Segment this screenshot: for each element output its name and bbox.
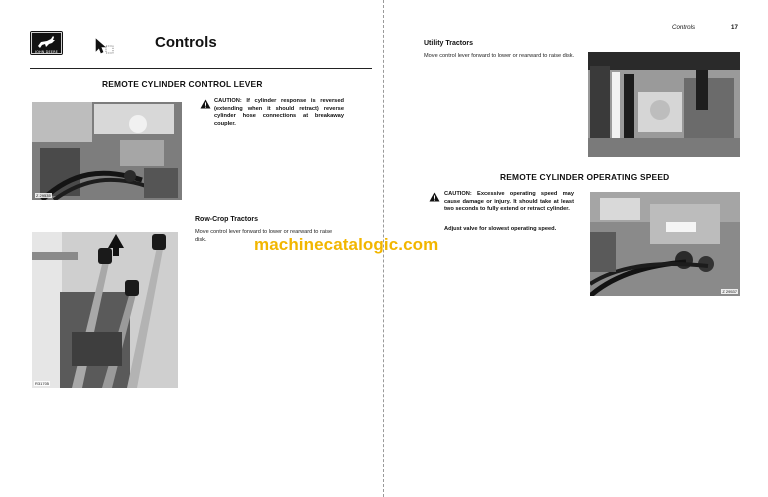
section-heading-operating-speed: REMOTE CYLINDER OPERATING SPEED bbox=[500, 172, 670, 182]
running-head: Controls bbox=[672, 24, 696, 31]
caution-cylinder-response: CAUTION: If cylinder response is reversed (extending when it should retract) reverse cylinder hose connections at breakaway coupler. bbox=[214, 98, 344, 127]
photo-code-2: R31705 bbox=[35, 381, 50, 386]
mouse-cursor-icon bbox=[95, 38, 115, 56]
photo-valve-adjustment bbox=[590, 192, 740, 296]
john-deere-logo bbox=[30, 31, 63, 55]
adjust-valve-instruction: Adjust valve for slowest operating speed. bbox=[444, 226, 557, 232]
row-crop-instructions: Move control lever forward to lower or rearward to raise disk. bbox=[195, 229, 333, 243]
photo-code-1: Z 29535 bbox=[36, 193, 51, 198]
subheading-utility: Utility Tractors bbox=[424, 40, 474, 47]
warning-triangle-icon bbox=[429, 192, 440, 202]
page-title: Controls bbox=[155, 34, 217, 51]
caution-operating-speed: CAUTION: Excessive operating speed may cause damage or injury. It should take at least two seconds to fully extend or retract cylinder. bbox=[444, 191, 574, 213]
page-number: 17 bbox=[731, 24, 738, 31]
photo-remote-cylinder-lever bbox=[32, 102, 182, 200]
title-rule bbox=[30, 68, 372, 69]
watermark: machinecatalogic.com bbox=[254, 235, 439, 254]
utility-instructions: Move control lever forward to lower or rearward to raise disk. bbox=[424, 53, 575, 59]
photo-row-crop-levers bbox=[32, 232, 178, 388]
subheading-row-crop: Row-Crop Tractors bbox=[195, 216, 259, 223]
photo-utility-lever bbox=[588, 52, 740, 157]
logo-text: JOHN DEERE bbox=[35, 50, 58, 54]
photo-code-4: Z 29537 bbox=[722, 289, 737, 294]
section-heading-control-lever: REMOTE CYLINDER CONTROL LEVER bbox=[102, 79, 263, 89]
warning-triangle-icon bbox=[200, 99, 211, 109]
